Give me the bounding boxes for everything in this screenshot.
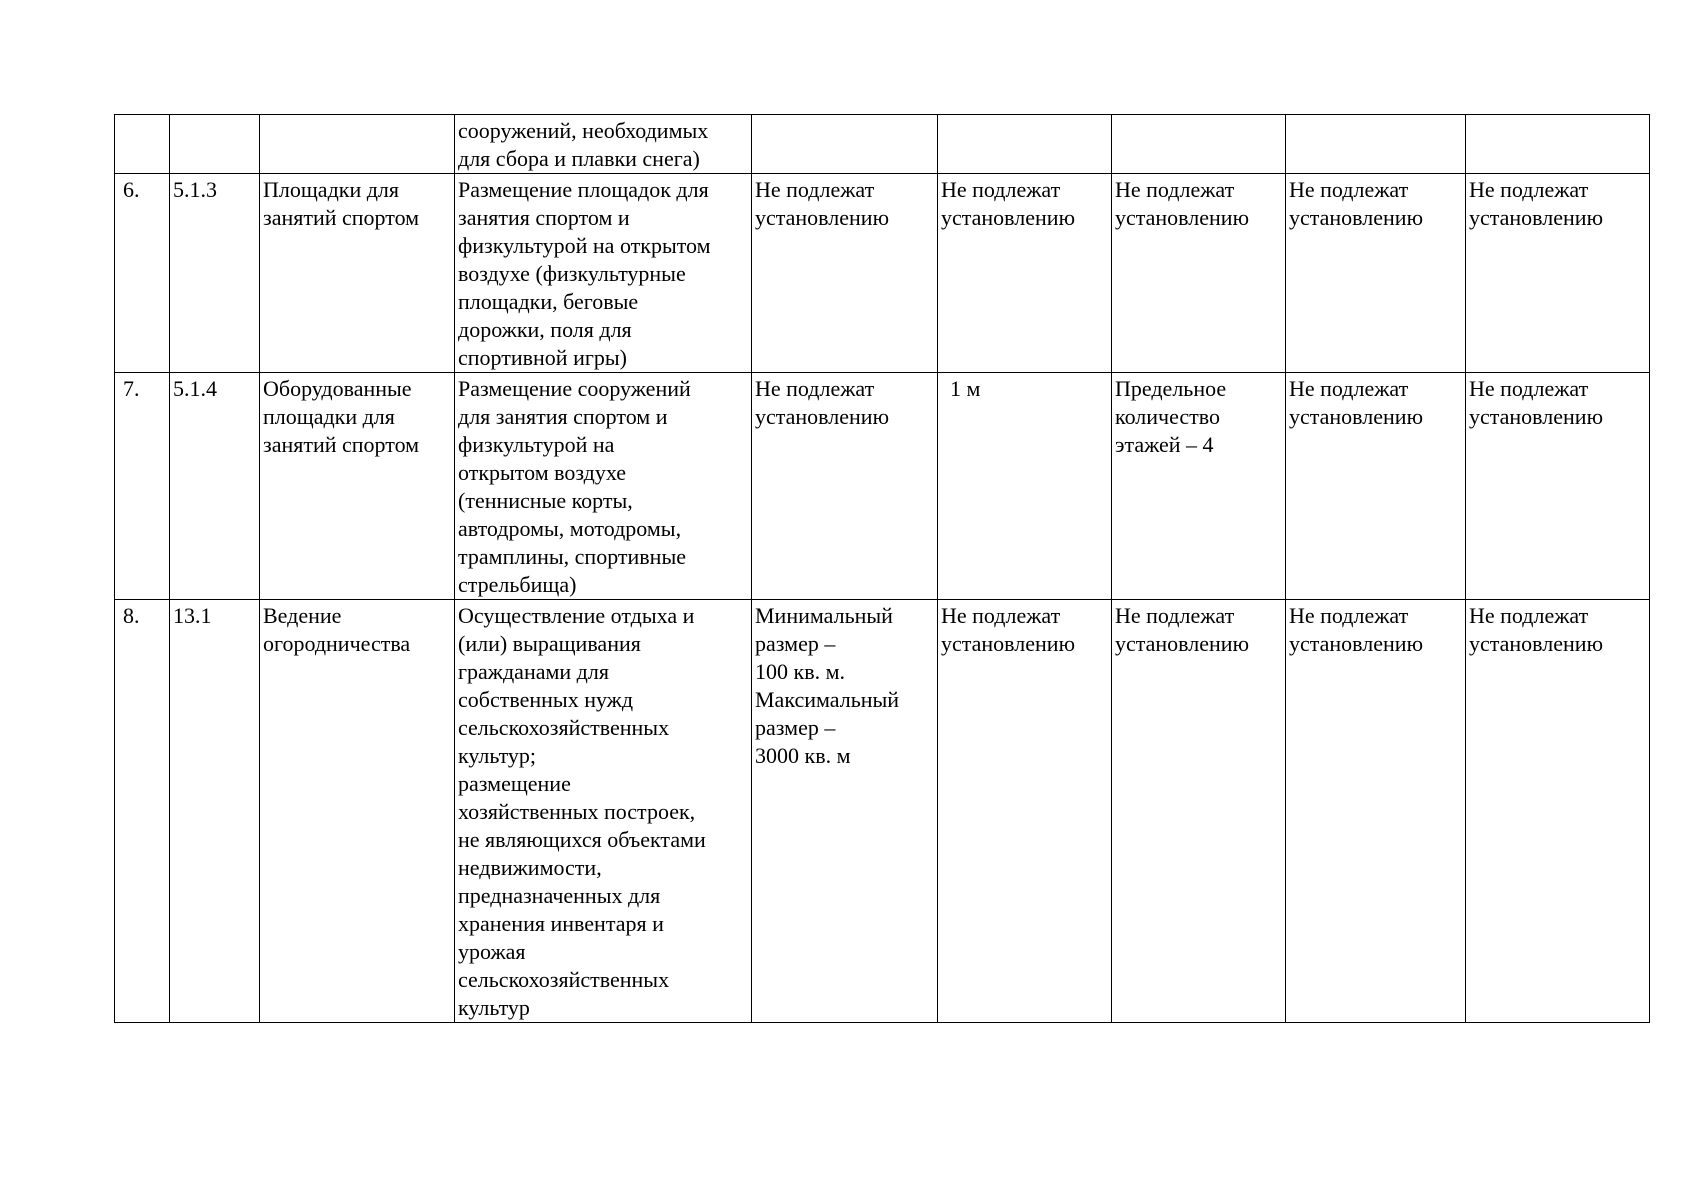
row-number-cell: 8. [115,600,170,1023]
other-params-cell: Не подлежат установлению [1466,373,1650,600]
code-cell [170,115,260,174]
coverage-cell: Не подлежат установлению [1286,174,1466,373]
description-cell: Осуществление отдыха и (или) выращивания гражданами для собственных нужд сельскохозяйственных культур; размещение хозяйственных построек, не являющихся объектами недвижимости, предназначенных для хранения инвентаря и урожая сельскохозяйственных культур [455,600,752,1023]
table-row [115,115,1650,174]
floors-cell [1112,115,1286,174]
use-name-cell [260,115,455,174]
floors-cell: Не подлежат установлению [1112,600,1286,1023]
coverage-cell: Не подлежат установлению [1286,373,1466,600]
code-cell: 5.1.4 [170,373,260,600]
description-cell: сооружений, необходимых для сбора и плавки снега) [455,115,752,174]
floors-cell: Не подлежат установлению [1112,174,1286,373]
other-params-cell: Не подлежат установлению [1466,600,1650,1023]
use-name-cell: Площадки для занятий спортом [260,174,455,373]
row-number-cell: 7. [115,373,170,600]
plot-size-cell: Минимальный размер – 100 кв. м. Максимальный размер – 3000 кв. м [752,600,938,1023]
code-cell: 13.1 [170,600,260,1023]
other-params-cell: Не подлежат установлению [1466,174,1650,373]
floors-cell: Предельное количество этажей – 4 [1112,373,1286,600]
setback-cell: 1 м [938,373,1112,600]
other-params-cell [1466,115,1650,174]
row-number-cell: 6. [115,174,170,373]
land-use-table [114,114,1650,1023]
table-row [115,373,1650,600]
setback-cell: Не подлежат установлению [938,600,1112,1023]
table-row [115,174,1650,373]
use-name-cell: Ведение огородничества [260,600,455,1023]
setback-cell [938,115,1112,174]
description-cell: Размещение площадок для занятия спортом и физкультурой на открытом воздухе (физкультурные площадки, беговые дорожки, поля для спортивной игры) [455,174,752,373]
plot-size-cell: Не подлежат установлению [752,174,938,373]
row-number-cell [115,115,170,174]
plot-size-cell [752,115,938,174]
coverage-cell [1286,115,1466,174]
plot-size-cell: Не подлежат установлению [752,373,938,600]
description-cell: Размещение сооружений для занятия спортом и физкультурой на открытом воздухе (теннисные корты, автодромы, мотодромы, трамплины, спортивные стрельбища) [455,373,752,600]
use-name-cell: Оборудованные площадки для занятий спортом [260,373,455,600]
code-cell: 5.1.3 [170,174,260,373]
coverage-cell: Не подлежат установлению [1286,600,1466,1023]
setback-cell: Не подлежат установлению [938,174,1112,373]
table-row [115,600,1650,1023]
